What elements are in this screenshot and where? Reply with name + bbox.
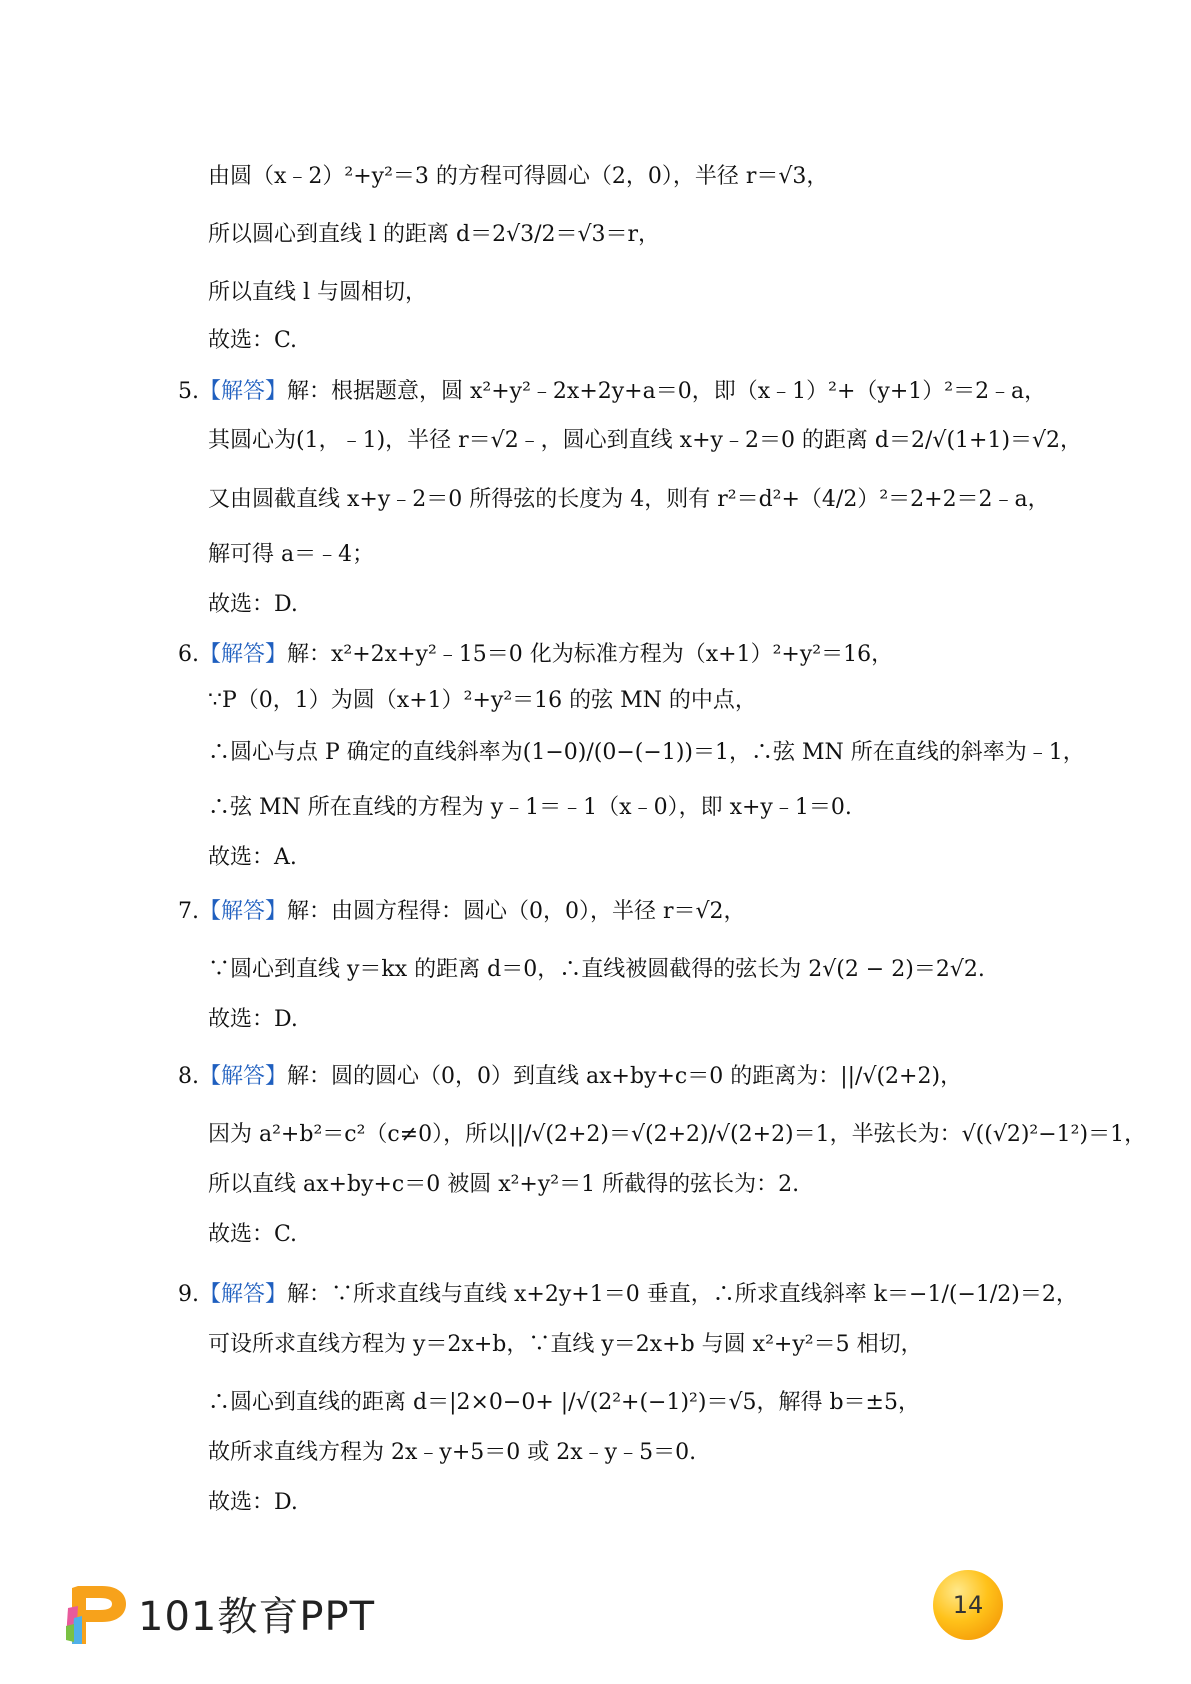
line-text: 解：∵所求直线与直线 x+2y+1＝0 垂直，∴所求直线斜率 k＝−1/(−1/2)＝2， <box>287 1282 1078 1307</box>
p-logo-icon <box>64 1578 130 1648</box>
question-number: 9. <box>178 1282 199 1307</box>
text-line <box>178 897 746 927</box>
text-line <box>178 1280 1078 1310</box>
text-line <box>208 162 828 192</box>
answer-tag: 【解答】 <box>199 899 288 924</box>
text-line <box>208 220 660 250</box>
line-text: 解：由圆方程得：圆心（0，0），半径 r＝√2， <box>287 899 746 924</box>
line-text: 解：根据题意，圆 x²+y²﹣2x+2y+a＝0，即（x﹣1）²+（y+1）²＝2﹣a， <box>287 379 1047 404</box>
question-number: 6. <box>178 642 199 667</box>
text-line <box>208 1438 696 1468</box>
line-text: 由圆（x﹣2）²+y²＝3 的方程可得圆心（2，0），半径 r＝√3， <box>208 164 829 189</box>
line-text: 又由圆截直线 x+y﹣2＝0 所得弦的长度为 4，则有 r²＝d²+（4/2）²＝2+2＝2﹣a， <box>208 487 1050 512</box>
question-number: 8. <box>178 1064 199 1089</box>
text-line <box>208 590 298 620</box>
line-text: 故选：A. <box>208 845 297 870</box>
question-number: 7. <box>178 899 199 924</box>
page-number: 14 <box>952 1591 984 1619</box>
text-line <box>208 1330 923 1360</box>
text-line <box>208 1488 298 1518</box>
footer-logo <box>64 1578 375 1648</box>
answer-tag: 【解答】 <box>199 1282 288 1307</box>
line-text: ∵圆心到直线 y＝kx 的距离 d＝0，∴直线被圆截得的弦长为 2√(2 − 2)＝2√2. <box>208 957 985 982</box>
text-line <box>208 1120 1146 1150</box>
line-text: ∴弦 MN 所在直线的方程为 y﹣1＝﹣1（x﹣0），即 x+y﹣1＝0. <box>208 795 852 820</box>
text-line <box>208 1388 920 1418</box>
text-line <box>208 1005 298 1035</box>
answer-tag: 【解答】 <box>199 1064 288 1089</box>
line-text: 所以直线 ax+by+c＝0 被圆 x²+y²＝1 所截得的弦长为：2. <box>208 1172 800 1197</box>
question-number: 5. <box>178 379 199 404</box>
answer-tag: 【解答】 <box>199 642 288 667</box>
text-line <box>208 1170 799 1200</box>
text-line <box>178 377 1046 407</box>
line-text: 故选：C. <box>208 328 298 353</box>
line-text: 故选：D. <box>208 1007 298 1032</box>
answer-tag: 【解答】 <box>199 379 288 404</box>
text-line <box>208 426 1082 456</box>
text-line <box>208 955 985 985</box>
line-text: ∴圆心到直线的距离 d＝|2×0−0+ |/√(2²+(−1)²)＝√5，解得 b＝±5， <box>208 1390 920 1415</box>
line-text: 解：圆的圆心（0，0）到直线 ax+by+c＝0 的距离为：||/√(2+2)， <box>287 1064 963 1089</box>
line-text: 故选：D. <box>208 1490 298 1515</box>
line-text: 可设所求直线方程为 y＝2x+b，∵直线 y＝2x+b 与圆 x²+y²＝5 相切， <box>208 1332 923 1357</box>
line-text: 故选：D. <box>208 592 298 617</box>
line-text: 所以直线 l 与圆相切， <box>208 280 428 305</box>
text-line <box>208 738 1085 768</box>
line-text: 解：x²+2x+y²﹣15＝0 化为标准方程为（x+1）²+y²＝16， <box>287 642 894 667</box>
line-text: 故所求直线方程为 2x﹣y+5＝0 或 2x﹣y﹣5＝0. <box>208 1440 697 1465</box>
line-text: ∴圆心与点 P 确定的直线斜率为(1−0)/(0−(−1))＝1，∴弦 MN 所在直线的斜率为﹣1， <box>208 740 1085 765</box>
text-line <box>208 278 427 308</box>
text-line <box>208 843 297 873</box>
logo-text: 101教育PPT <box>138 1593 376 1640</box>
line-text: 解可得 a＝﹣4； <box>208 542 375 567</box>
text-line <box>208 1220 297 1250</box>
text-line <box>208 540 374 570</box>
line-text: 其圆心为(1，﹣1)，半径 r＝√2﹣，圆心到直线 x+y﹣2＝0 的距离 d＝2/√(1+1)＝√2， <box>208 428 1083 453</box>
text-line <box>178 640 893 670</box>
text-line <box>178 1062 962 1092</box>
text-line <box>208 485 1050 515</box>
line-text: 所以圆心到直线 l 的距离 d＝2√3/2＝√3＝r， <box>208 222 661 247</box>
line-text: 因为 a²+b²＝c²（c≠0），所以||/√(2+2)＝√(2+2)/√(2+2)＝1，半弦长为：√((√2)²−1²)＝1， <box>208 1122 1147 1147</box>
page-number-badge <box>933 1570 1003 1640</box>
line-text: 故选：C. <box>208 1222 298 1247</box>
text-line <box>208 326 297 356</box>
text-line <box>208 686 757 716</box>
line-text: ∵P（0，1）为圆（x+1）²+y²＝16 的弦 MN 的中点， <box>208 688 757 713</box>
text-line <box>208 793 852 823</box>
